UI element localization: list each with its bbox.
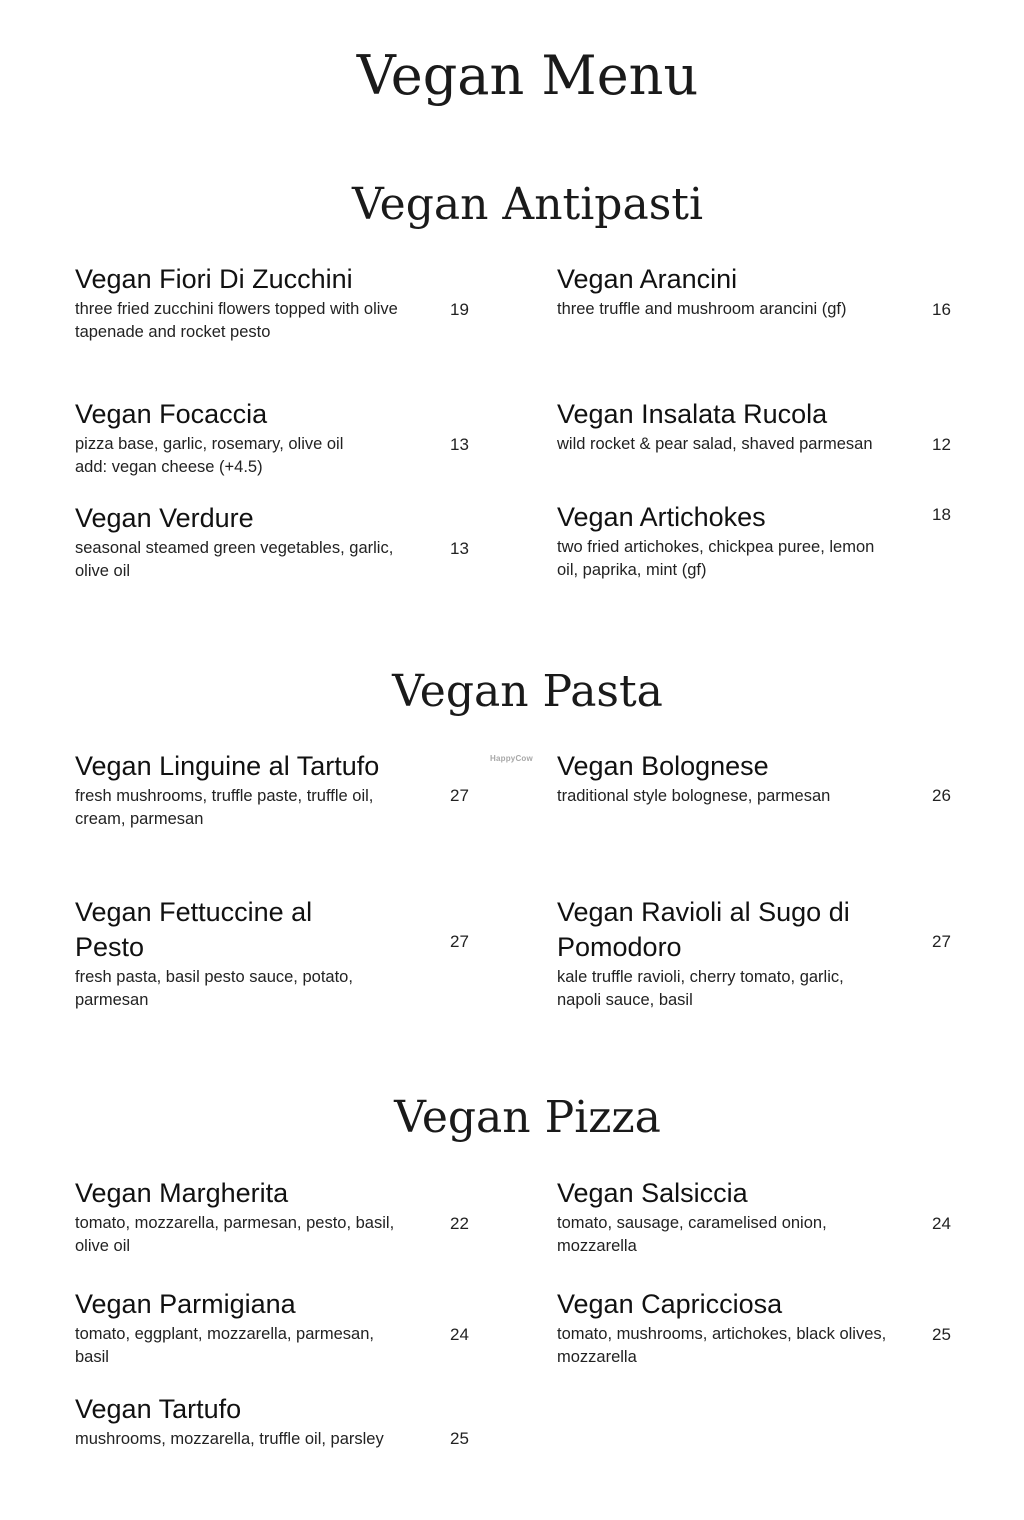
item-price: 25 — [932, 1325, 951, 1344]
item-description: three fried zucchini flowers topped with olive tapenade and rocket pesto — [75, 300, 398, 341]
section-title-pizza: Vegan Pizza — [394, 1092, 661, 1143]
menu-item-artichokes — [557, 500, 892, 582]
menu-item-linguine-al-tartufo — [75, 749, 405, 831]
item-name: Vegan Focaccia — [75, 399, 268, 429]
menu-item-focaccia — [75, 397, 405, 479]
menu-item-capricciosa — [557, 1287, 892, 1369]
menu-item-arancini — [557, 262, 892, 321]
item-description: kale truffle ravioli, cherry tomato, garlic, napoli sauce, basil — [557, 968, 844, 1009]
section-title-pasta: Vegan Pasta — [392, 666, 663, 717]
item-description: wild rocket & pear salad, shaved parmesan — [557, 435, 873, 453]
item-price: 24 — [450, 1325, 469, 1344]
item-name: Vegan Salsiccia — [557, 1178, 748, 1208]
item-price: 26 — [932, 786, 951, 805]
item-name: Vegan Fiori Di Zucchini — [75, 264, 353, 294]
item-name: Vegan Verdure — [75, 503, 254, 533]
menu-item-margherita — [75, 1176, 405, 1258]
item-price: 16 — [932, 300, 951, 319]
item-description: fresh pasta, basil pesto sauce, potato, parmesan — [75, 968, 353, 1009]
item-price: 27 — [450, 786, 469, 805]
item-name: Vegan Fettuccine al Pesto — [75, 897, 313, 962]
item-price: 19 — [450, 300, 469, 319]
item-price: 27 — [450, 932, 469, 951]
section-title-antipasti: Vegan Antipasti — [351, 179, 704, 230]
item-price: 27 — [932, 932, 951, 951]
menu-item-bolognese — [557, 749, 892, 808]
item-price: 24 — [932, 1214, 951, 1233]
item-name: Vegan Arancini — [557, 264, 738, 294]
item-description: two fried artichokes, chickpea puree, lemon oil, paprika, mint (gf) — [557, 538, 875, 579]
item-name: Vegan Insalata Rucola — [557, 399, 828, 429]
item-name: Vegan Margherita — [75, 1178, 289, 1208]
item-name: Vegan Ravioli al Sugo di Pomodoro — [557, 897, 850, 962]
item-price: 18 — [932, 505, 951, 524]
item-description: fresh mushrooms, truffle paste, truffle oil, cream, parmesan — [75, 787, 374, 828]
item-name: Vegan Parmigiana — [75, 1289, 296, 1319]
menu-item-insalata-rucola — [557, 397, 892, 456]
item-description: tomato, mushrooms, artichokes, black olives, mozzarella — [557, 1325, 887, 1366]
item-price: 13 — [450, 539, 469, 558]
menu-item-fiori-di-zucchini — [75, 262, 405, 344]
happycow-watermark: HappyCow — [490, 754, 533, 763]
menu-item-tartufo — [75, 1392, 405, 1451]
item-description: pizza base, garlic, rosemary, olive oil — [75, 435, 344, 453]
item-name: Vegan Linguine al Tartufo — [75, 751, 380, 781]
item-description: tomato, mozzarella, parmesan, pesto, basil, olive oil — [75, 1214, 395, 1255]
menu-item-verdure — [75, 501, 405, 583]
item-description: three truffle and mushroom arancini (gf) — [557, 300, 847, 318]
item-price: 13 — [450, 435, 469, 454]
menu-title: Vegan Menu — [356, 44, 699, 107]
menu-item-fettuccine-al-pesto — [75, 895, 353, 1012]
item-name: Vegan Tartufo — [75, 1394, 242, 1424]
item-addon: add: vegan cheese (+4.5) — [75, 458, 263, 476]
menu-item-parmigiana — [75, 1287, 405, 1369]
item-price: 22 — [450, 1214, 469, 1233]
item-name: Vegan Bolognese — [557, 751, 769, 781]
item-name: Vegan Capricciosa — [557, 1289, 783, 1319]
item-description: tomato, eggplant, mozzarella, parmesan, basil — [75, 1325, 374, 1366]
menu-item-salsiccia — [557, 1176, 892, 1258]
item-price: 12 — [932, 435, 951, 454]
item-description: mushrooms, mozzarella, truffle oil, parsley — [75, 1430, 384, 1448]
item-price: 25 — [450, 1429, 469, 1448]
item-description: traditional style bolognese, parmesan — [557, 787, 831, 805]
item-description: seasonal steamed green vegetables, garlic, olive oil — [75, 539, 394, 580]
item-description: tomato, sausage, caramelised onion, mozzarella — [557, 1214, 827, 1255]
menu-item-ravioli-al-sugo-di-pomodoro — [557, 895, 892, 1012]
item-name: Vegan Artichokes — [557, 502, 766, 532]
